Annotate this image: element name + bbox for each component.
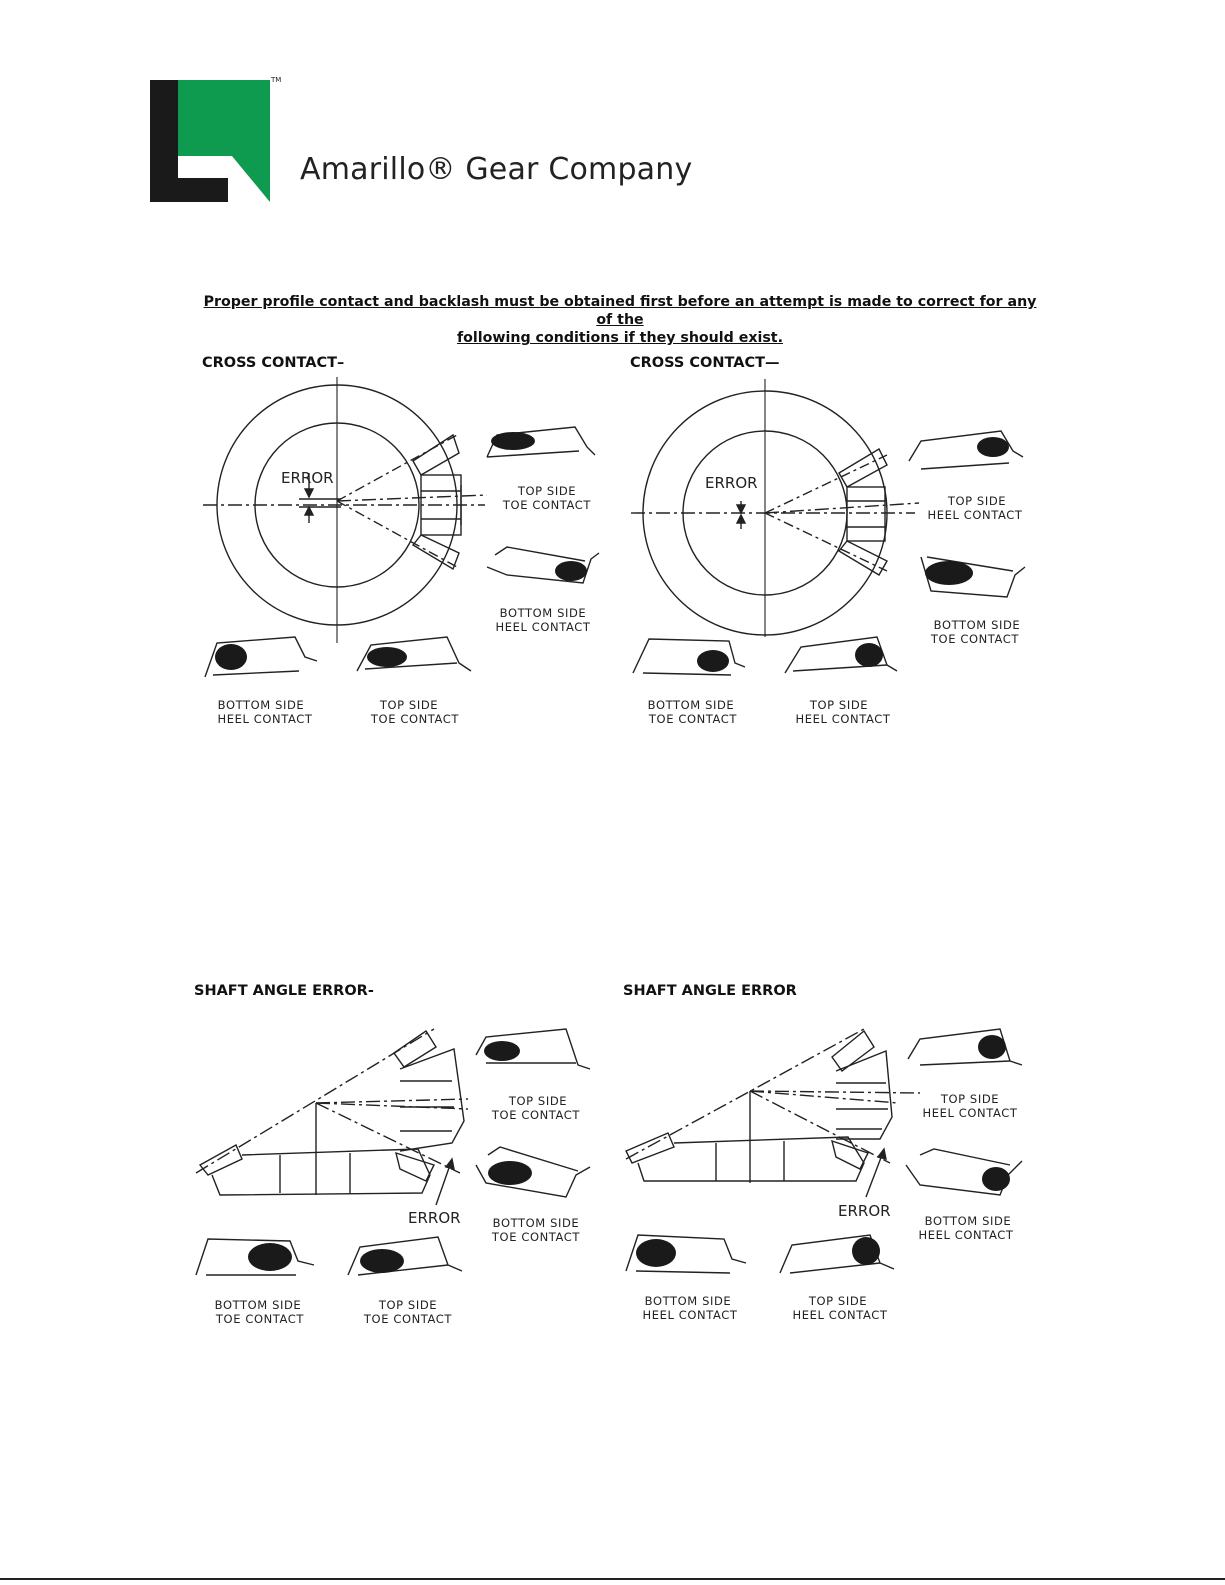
cl-right-bottom-line2: HEEL CONTACT — [495, 620, 591, 634]
shaft-angle-left-error-label: ERROR — [408, 1209, 461, 1227]
cl-under-right-line2: TOE CONTACT — [370, 712, 460, 726]
shaft-angle-right-diagram — [620, 1025, 1040, 1335]
notice-text — [200, 293, 1040, 347]
cl-right-top-line2: TOE CONTACT — [502, 498, 592, 512]
amarillo-gear-logo-icon — [150, 72, 282, 204]
cr-right-top-line1: TOP SIDE — [947, 494, 1007, 508]
cross-contact-left-diagram — [195, 375, 615, 735]
cr-under-right-line1: TOP SIDE — [809, 698, 869, 712]
shaft-angle-left-diagram — [190, 1025, 610, 1335]
cl-under-left-line2: HEEL CONTACT — [217, 712, 313, 726]
sr-right-bottom-line1: BOTTOM SIDE — [924, 1214, 1012, 1228]
trademark-mark: TM — [271, 76, 282, 84]
sl-under-left-line1: BOTTOM SIDE — [214, 1298, 302, 1312]
sl-right-top-line2: TOE CONTACT — [491, 1108, 581, 1122]
cross-contact-left-error-label: ERROR — [281, 469, 334, 487]
sr-right-bottom-line2: HEEL CONTACT — [918, 1228, 1014, 1242]
cross-contact-right-title: CROSS CONTACT— — [630, 355, 780, 371]
sl-right-bottom-line2: TOE CONTACT — [491, 1230, 581, 1244]
sr-under-right-line2: HEEL CONTACT — [792, 1308, 888, 1322]
sr-under-left-line1: BOTTOM SIDE — [644, 1294, 732, 1308]
cl-right-bottom-line1: BOTTOM SIDE — [499, 606, 587, 620]
cl-under-left-line1: BOTTOM SIDE — [217, 698, 305, 712]
cr-under-right-line2: HEEL CONTACT — [795, 712, 891, 726]
cr-right-bottom-line2: TOE CONTACT — [930, 632, 1020, 646]
sr-right-top-line2: HEEL CONTACT — [922, 1106, 1018, 1120]
notice-line-2: following conditions if they should exist. — [457, 330, 783, 346]
cr-right-bottom-line1: BOTTOM SIDE — [933, 618, 1021, 632]
sr-under-right-line1: TOP SIDE — [808, 1294, 868, 1308]
sl-right-top-line1: TOP SIDE — [508, 1094, 568, 1108]
sl-under-right-line1: TOP SIDE — [378, 1298, 438, 1312]
shaft-angle-right-error-label: ERROR — [838, 1202, 891, 1220]
sl-under-right-line2: TOE CONTACT — [363, 1312, 453, 1326]
cross-contact-right-error-label: ERROR — [705, 474, 758, 492]
cross-contact-right-diagram — [625, 375, 1045, 735]
sl-under-left-line2: TOE CONTACT — [215, 1312, 305, 1326]
sl-right-bottom-line1: BOTTOM SIDE — [492, 1216, 580, 1230]
cr-under-left-line1: BOTTOM SIDE — [647, 698, 735, 712]
shaft-angle-left-title: SHAFT ANGLE ERROR- — [194, 983, 374, 999]
notice-line-1: Proper profile contact and backlash must be obtained first before an attempt is made to correct for any of the — [203, 294, 1037, 328]
cr-under-left-line2: TOE CONTACT — [648, 712, 738, 726]
shaft-angle-right-title: SHAFT ANGLE ERROR — [623, 983, 797, 999]
cross-contact-left-title: CROSS CONTACT– — [202, 355, 345, 371]
company-name: Amarillo® Gear Company — [300, 152, 693, 187]
cl-right-top-line1: TOP SIDE — [517, 484, 577, 498]
sr-right-top-line1: TOP SIDE — [940, 1092, 1000, 1106]
cr-right-top-line2: HEEL CONTACT — [927, 508, 1023, 522]
cl-under-right-line1: TOP SIDE — [379, 698, 439, 712]
footer-rule — [0, 1578, 1225, 1580]
sr-under-left-line2: HEEL CONTACT — [642, 1308, 738, 1322]
